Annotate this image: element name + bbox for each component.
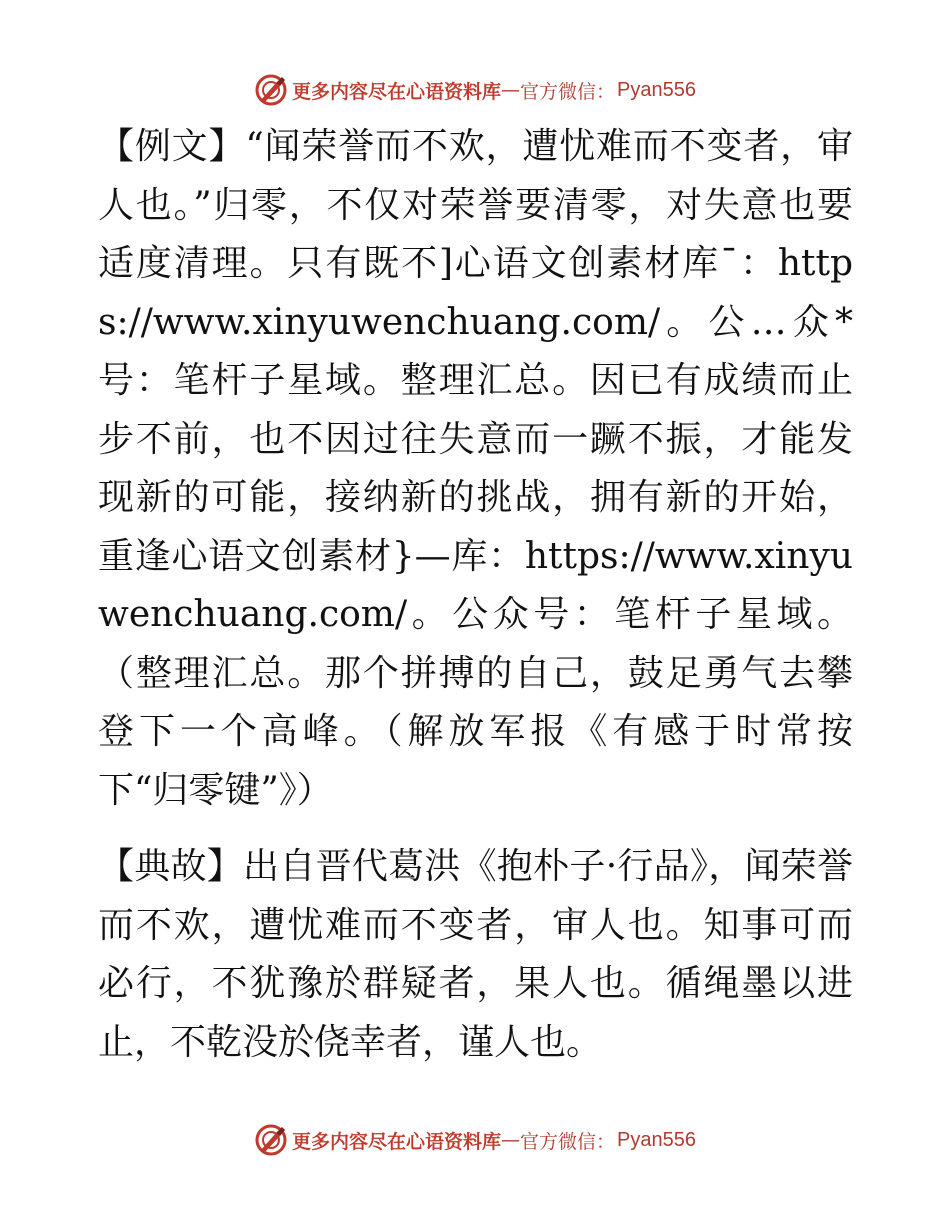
paragraph-allusion: 【典故】出自晋代葛洪《抱朴子·行品》，闻荣誉而不欢，遭忧难而不变者，审人也。知事可而必行，不犹豫於群疑者，果人也。循绳墨以进止，不乾没於侥幸者，谨人也。 bbox=[98, 846, 853, 1063]
footer-official-label: 官方微信： bbox=[520, 1130, 616, 1153]
paragraph-example: 【例文】“闻荣誉而不欢，遭忧难而不变者，审人也。”归零，不仅对荣誉要清零，对失意也要适度清理。只有既不]心语文创素材库¯：https://www.xinyuwenchuang.com/。公…众*号：笔杆子星域。整理汇总。因已有成绩而止步不前，也不因过往失意而一蹶不振，才能发现新的可能，接纳新的挑战，拥有新的开始，重逢心语文创素材}—库：https://www.xinyuwenchuang.com/。公众号：笔杆子星域。（整理汇总。那个拼搏的自己，鼓足勇气去攀登下一个高峰。（解放军报《有感于时常按下“归零键”》） bbox=[98, 126, 854, 811]
footer-brand-text: 更多内容尽在心语资料库 bbox=[292, 1130, 502, 1153]
footer-wechat-id: Pyan556 bbox=[617, 1128, 696, 1151]
pen-circle-logo-icon bbox=[254, 73, 288, 107]
footer-banner bbox=[0, 1120, 950, 1160]
document-body bbox=[98, 118, 853, 1072]
header-official-label: 官方微信： bbox=[520, 80, 616, 103]
header-banner bbox=[0, 70, 950, 110]
header-wechat-id: Pyan556 bbox=[617, 78, 696, 101]
header-brand-text: 更多内容尽在心语资料库 bbox=[292, 80, 502, 103]
pen-circle-logo-icon bbox=[254, 1123, 288, 1157]
footer-dash: — bbox=[501, 1129, 521, 1151]
header-dash: — bbox=[501, 79, 521, 101]
